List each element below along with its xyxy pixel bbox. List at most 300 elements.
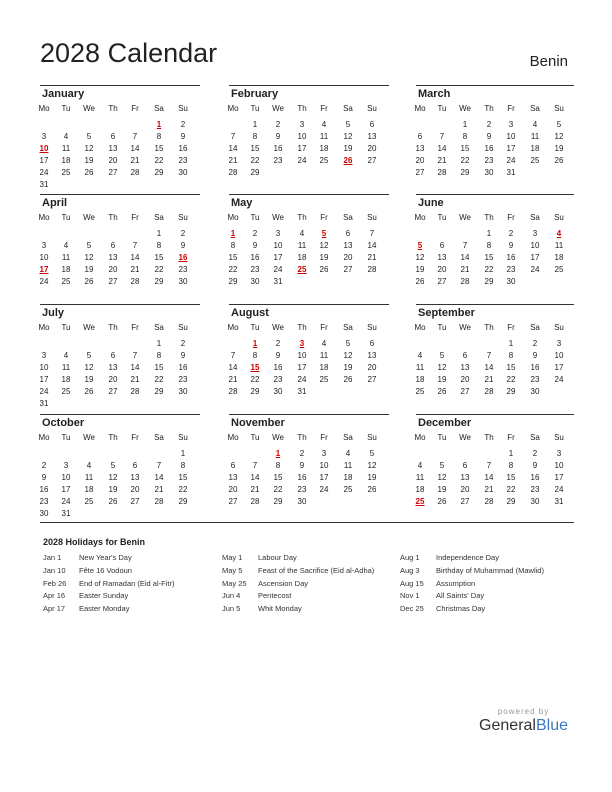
calendar-day: 11 xyxy=(61,253,71,262)
calendar-day: 26 xyxy=(367,485,377,494)
calendar-day: 19 xyxy=(84,375,94,384)
weekday-label: We xyxy=(272,323,284,332)
holiday-column xyxy=(222,553,402,617)
holiday-date: Aug 3 xyxy=(400,565,420,575)
calendar-day: 28 xyxy=(228,387,238,396)
calendar-day: 3 xyxy=(41,241,47,250)
weekday-label: We xyxy=(272,104,284,113)
calendar-day: 19 xyxy=(437,375,447,384)
calendar-day: 7 xyxy=(230,351,236,360)
calendar-day: 10 xyxy=(554,351,564,360)
calendar-day: 18 xyxy=(415,375,425,384)
calendar-day: 8 xyxy=(275,461,281,470)
calendar-day: 29 xyxy=(250,387,260,396)
calendar-day: 19 xyxy=(343,363,353,372)
holiday-column xyxy=(43,553,223,617)
month-3 xyxy=(40,194,200,303)
calendar-day: 14 xyxy=(484,473,494,482)
calendar-day: 11 xyxy=(319,132,329,141)
powered-by-text: powered by xyxy=(497,707,550,716)
holiday-day: 1 xyxy=(252,339,258,348)
calendar-day: 9 xyxy=(299,461,305,470)
holiday-date: Dec 25 xyxy=(400,604,424,614)
holiday-date: May 1 xyxy=(222,553,243,562)
calendar-day: 21 xyxy=(250,485,260,494)
calendar-day: 18 xyxy=(319,144,329,153)
calendar-day: 7 xyxy=(132,241,138,250)
calendar-day: 2 xyxy=(275,339,281,348)
holiday-day: 4 xyxy=(556,229,562,238)
calendar-day: 9 xyxy=(252,241,258,250)
calendar-day: 2 xyxy=(532,339,538,348)
calendar-day: 17 xyxy=(506,144,516,153)
month-name: December xyxy=(418,417,472,429)
holiday-item xyxy=(222,566,402,579)
calendar-day: 19 xyxy=(84,156,94,165)
calendar-day: 27 xyxy=(343,265,353,274)
calendar-day: 17 xyxy=(297,363,307,372)
weekday-label: We xyxy=(459,323,471,332)
calendar-day: 7 xyxy=(156,461,162,470)
weekday-label: Tu xyxy=(61,433,71,442)
month-name: October xyxy=(42,417,85,429)
calendar-day: 8 xyxy=(508,461,514,470)
calendar-day: 3 xyxy=(275,229,281,238)
calendar-day: 15 xyxy=(250,144,260,153)
calendar-day: 5 xyxy=(86,351,92,360)
calendar-day: 15 xyxy=(460,144,470,153)
holiday-column xyxy=(400,553,580,617)
calendar-day: 27 xyxy=(108,277,118,286)
calendar-day: 6 xyxy=(462,351,468,360)
weekday-label: Sa xyxy=(343,213,353,222)
calendar-day: 14 xyxy=(130,253,140,262)
calendar-day: 9 xyxy=(532,351,538,360)
calendar-day: 31 xyxy=(554,497,564,506)
calendar-day: 3 xyxy=(508,120,514,129)
calendar-day: 30 xyxy=(530,497,540,506)
calendar-day: 24 xyxy=(273,265,283,274)
calendar-day: 14 xyxy=(130,363,140,372)
weekday-label: Fr xyxy=(320,433,328,442)
calendar-day: 16 xyxy=(178,144,188,153)
calendar-day: 12 xyxy=(367,461,377,470)
month-11 xyxy=(416,414,574,523)
weekday-label: Su xyxy=(178,213,188,222)
calendar-day: 17 xyxy=(39,156,49,165)
calendar-day: 22 xyxy=(178,485,188,494)
calendar-day: 26 xyxy=(84,387,94,396)
holiday-name: Easter Monday xyxy=(79,604,130,614)
weekday-label: Th xyxy=(297,433,307,442)
calendar-day: 12 xyxy=(108,473,118,482)
calendar-day: 25 xyxy=(530,156,540,165)
weekday-label: Su xyxy=(554,213,564,222)
calendar-day: 22 xyxy=(460,156,470,165)
calendar-day: 17 xyxy=(554,363,564,372)
holiday-item xyxy=(400,604,580,617)
calendar-day: 5 xyxy=(110,461,116,470)
calendar-day: 9 xyxy=(180,132,186,141)
calendar-day: 27 xyxy=(108,168,118,177)
calendar-day: 16 xyxy=(530,473,540,482)
holiday-item xyxy=(400,553,580,566)
calendar-day: 14 xyxy=(460,253,470,262)
month-2 xyxy=(416,85,574,194)
calendar-day: 3 xyxy=(532,229,538,238)
calendar-day: 9 xyxy=(532,461,538,470)
holiday-item xyxy=(400,579,580,592)
holiday-date: Jun 5 xyxy=(222,604,241,614)
calendar-day: 23 xyxy=(178,375,188,384)
calendar-day: 22 xyxy=(228,265,238,274)
calendar-day: 5 xyxy=(439,351,445,360)
calendar-day: 23 xyxy=(250,265,260,274)
calendar-day: 23 xyxy=(506,265,516,274)
footer-branding xyxy=(479,707,568,735)
holiday-item xyxy=(222,591,402,604)
calendar-day: 1 xyxy=(252,120,258,129)
weekday-label: Su xyxy=(554,104,564,113)
holiday-name: All Saints' Day xyxy=(436,591,485,601)
calendar-day: 27 xyxy=(130,497,140,506)
calendar-day: 20 xyxy=(367,144,377,153)
calendar-day: 14 xyxy=(484,363,494,372)
weekday-label: Sa xyxy=(530,433,540,442)
calendar-day: 24 xyxy=(297,156,307,165)
weekday-label: Mo xyxy=(227,213,239,222)
calendar-day: 28 xyxy=(130,168,140,177)
month-9 xyxy=(40,414,200,523)
month-name: April xyxy=(42,197,68,209)
calendar-day: 24 xyxy=(39,387,49,396)
holiday-date: Jan 10 xyxy=(43,565,66,575)
calendar-day: 16 xyxy=(273,363,283,372)
calendar-day: 26 xyxy=(554,156,564,165)
weekday-label: Th xyxy=(108,213,118,222)
weekday-label: Fr xyxy=(131,104,139,113)
calendar-day: 1 xyxy=(180,449,186,458)
calendar-day: 17 xyxy=(39,375,49,384)
calendar-day: 18 xyxy=(343,473,353,482)
month-4 xyxy=(229,194,389,303)
calendar-day: 4 xyxy=(86,461,92,470)
calendar-day: 6 xyxy=(369,120,375,129)
calendar-day: 5 xyxy=(345,120,351,129)
calendar-day: 9 xyxy=(275,132,281,141)
weekday-label: Su xyxy=(554,323,564,332)
weekday-label: We xyxy=(83,213,95,222)
calendar-day: 21 xyxy=(228,156,238,165)
holiday-item xyxy=(400,566,580,579)
calendar-day: 17 xyxy=(319,473,329,482)
calendar-day: 23 xyxy=(530,485,540,494)
calendar-day: 29 xyxy=(228,277,238,286)
calendar-day: 17 xyxy=(297,144,307,153)
calendar-day: 20 xyxy=(228,485,238,494)
calendar-day: 12 xyxy=(84,144,94,153)
calendar-day: 4 xyxy=(345,449,351,458)
calendar-day: 1 xyxy=(462,120,468,129)
calendar-day: 31 xyxy=(61,509,71,518)
holiday-date: May 5 xyxy=(222,565,243,575)
calendar-day: 30 xyxy=(297,497,307,506)
calendar-day: 2 xyxy=(180,339,186,348)
calendar-day: 27 xyxy=(228,497,238,506)
calendar-day: 19 xyxy=(108,485,118,494)
calendar-day: 17 xyxy=(61,485,71,494)
calendar-day: 12 xyxy=(437,363,447,372)
calendar-day: 4 xyxy=(417,461,423,470)
calendar-day: 14 xyxy=(367,241,377,250)
calendar-day: 18 xyxy=(319,363,329,372)
calendar-day: 4 xyxy=(417,351,423,360)
weekday-label: Tu xyxy=(61,104,71,113)
calendar-day: 28 xyxy=(228,168,238,177)
calendar-day: 4 xyxy=(299,229,305,238)
weekday-label: Mo xyxy=(414,213,426,222)
weekday-label: Su xyxy=(178,433,188,442)
calendar-day: 30 xyxy=(178,387,188,396)
calendar-day: 26 xyxy=(415,277,425,286)
calendar-day: 13 xyxy=(460,363,470,372)
month-name: January xyxy=(42,88,85,100)
calendar-day: 8 xyxy=(230,241,236,250)
calendar-day: 13 xyxy=(343,241,353,250)
calendar-day: 31 xyxy=(506,168,516,177)
calendar-day: 30 xyxy=(530,387,540,396)
calendar-day: 22 xyxy=(506,485,516,494)
calendar-day: 31 xyxy=(297,387,307,396)
weekday-label: Su xyxy=(367,104,377,113)
calendar-day: 7 xyxy=(462,241,468,250)
calendar-day: 22 xyxy=(250,375,260,384)
calendar-day: 22 xyxy=(154,156,164,165)
calendar-day: 29 xyxy=(154,277,164,286)
weekday-label: Th xyxy=(297,104,307,113)
calendar-day: 11 xyxy=(554,241,564,250)
calendar-day: 10 xyxy=(39,253,49,262)
holiday-date: Aug 1 xyxy=(400,553,420,562)
calendar-day: 8 xyxy=(156,241,162,250)
calendar-day: 26 xyxy=(437,387,447,396)
calendar-day: 11 xyxy=(61,144,71,153)
weekday-label: Fr xyxy=(131,213,139,222)
calendar-day: 17 xyxy=(273,253,283,262)
calendar-day: 11 xyxy=(343,461,353,470)
calendar-day: 15 xyxy=(228,253,238,262)
calendar-day: 21 xyxy=(484,485,494,494)
calendar-day: 19 xyxy=(343,144,353,153)
calendar-day: 18 xyxy=(415,485,425,494)
holiday-name: Pentecost xyxy=(258,591,292,601)
calendar-day: 27 xyxy=(367,156,377,165)
calendar-day: 26 xyxy=(319,265,329,274)
calendar-day: 12 xyxy=(84,363,94,372)
calendar-day: 30 xyxy=(484,168,494,177)
calendar-day: 3 xyxy=(556,449,562,458)
weekday-label: Tu xyxy=(437,323,447,332)
holiday-item xyxy=(43,579,223,592)
calendar-day: 29 xyxy=(154,387,164,396)
calendar-day: 6 xyxy=(345,229,351,238)
weekday-label: Th xyxy=(297,213,307,222)
calendar-day: 7 xyxy=(132,351,138,360)
weekday-label: Fr xyxy=(507,104,515,113)
holiday-item xyxy=(222,579,402,592)
calendar-day: 28 xyxy=(460,277,470,286)
month-name: August xyxy=(231,307,269,319)
weekday-label: Fr xyxy=(320,323,328,332)
calendar-day: 17 xyxy=(530,253,540,262)
calendar-day: 26 xyxy=(108,497,118,506)
country-name: Benin xyxy=(529,53,568,70)
calendar-day: 26 xyxy=(437,497,447,506)
calendar-day: 28 xyxy=(367,265,377,274)
calendar-day: 29 xyxy=(178,497,188,506)
month-name: July xyxy=(42,307,65,319)
weekday-label: Th xyxy=(484,433,494,442)
calendar-day: 20 xyxy=(460,485,470,494)
calendar-day: 30 xyxy=(178,277,188,286)
weekday-label: We xyxy=(459,433,471,442)
calendar-day: 5 xyxy=(369,449,375,458)
brand-blue: Blue xyxy=(535,717,568,734)
calendar-day: 13 xyxy=(228,473,238,482)
holiday-name: New Year's Day xyxy=(79,553,132,562)
holiday-day: 26 xyxy=(343,156,353,165)
calendar-day: 7 xyxy=(230,132,236,141)
calendar-day: 24 xyxy=(506,156,516,165)
holiday-name: Easter Sunday xyxy=(79,591,129,601)
calendar-day: 12 xyxy=(437,473,447,482)
calendar-day: 16 xyxy=(273,144,283,153)
holiday-name: Fête 16 Vodoun xyxy=(79,565,132,575)
calendar-day: 1 xyxy=(156,229,162,238)
calendar-day: 13 xyxy=(108,363,118,372)
calendar-day: 2 xyxy=(180,120,186,129)
weekday-label: Su xyxy=(367,213,377,222)
weekday-label: Fr xyxy=(507,433,515,442)
calendar-day: 6 xyxy=(369,339,375,348)
calendar-day: 11 xyxy=(530,132,540,141)
calendar-day: 15 xyxy=(154,363,164,372)
weekday-label: Fr xyxy=(320,104,328,113)
weekday-label: Th xyxy=(108,323,118,332)
calendar-day: 25 xyxy=(61,168,71,177)
calendar-day: 22 xyxy=(154,265,164,274)
holiday-day: 17 xyxy=(39,265,49,274)
calendar-day: 13 xyxy=(108,144,118,153)
weekday-label: Sa xyxy=(530,104,540,113)
calendar-day: 22 xyxy=(250,156,260,165)
holiday-item xyxy=(222,553,402,566)
weekday-label: Mo xyxy=(227,433,239,442)
holiday-day: 5 xyxy=(321,229,327,238)
weekday-label: Fr xyxy=(320,213,328,222)
weekday-label: Th xyxy=(108,104,118,113)
calendar-day: 12 xyxy=(319,241,329,250)
calendar-day: 7 xyxy=(439,132,445,141)
weekday-label: Mo xyxy=(38,213,50,222)
calendar-day: 24 xyxy=(61,497,71,506)
calendar-day: 12 xyxy=(415,253,425,262)
calendar-day: 11 xyxy=(415,363,425,372)
calendar-day: 6 xyxy=(132,461,138,470)
calendar-day: 28 xyxy=(250,497,260,506)
calendar-day: 24 xyxy=(319,485,329,494)
calendar-day: 5 xyxy=(439,461,445,470)
holiday-day: 1 xyxy=(156,120,162,129)
calendar-day: 24 xyxy=(554,485,564,494)
calendar-day: 20 xyxy=(415,156,425,165)
weekday-label: Sa xyxy=(154,433,164,442)
calendar-day: 29 xyxy=(484,277,494,286)
calendar-day: 15 xyxy=(154,253,164,262)
weekday-label: Mo xyxy=(414,323,426,332)
calendar-day: 11 xyxy=(319,351,329,360)
calendar-day: 4 xyxy=(63,132,69,141)
calendar-day: 13 xyxy=(415,144,425,153)
holiday-day: 5 xyxy=(417,241,423,250)
calendar-day: 7 xyxy=(486,461,492,470)
weekday-label: Th xyxy=(484,213,494,222)
calendar-day: 10 xyxy=(61,473,71,482)
calendar-day: 2 xyxy=(508,229,514,238)
calendar-day: 14 xyxy=(228,363,238,372)
weekday-label: Fr xyxy=(507,213,515,222)
calendar-day: 20 xyxy=(130,485,140,494)
month-name: November xyxy=(231,417,285,429)
calendar-day: 29 xyxy=(273,497,283,506)
weekday-label: Su xyxy=(367,323,377,332)
calendar-day: 18 xyxy=(530,144,540,153)
calendar-day: 8 xyxy=(180,461,186,470)
calendar-day: 7 xyxy=(132,132,138,141)
calendar-day: 19 xyxy=(437,485,447,494)
weekday-label: Sa xyxy=(343,104,353,113)
weekday-label: Sa xyxy=(343,323,353,332)
holiday-day: 15 xyxy=(250,363,260,372)
calendar-day: 9 xyxy=(41,473,47,482)
calendar-day: 1 xyxy=(508,449,514,458)
calendar-day: 28 xyxy=(484,497,494,506)
calendar-day: 16 xyxy=(39,485,49,494)
calendar-day: 6 xyxy=(230,461,236,470)
month-5 xyxy=(416,194,574,303)
calendar-day: 7 xyxy=(252,461,258,470)
calendar-day: 24 xyxy=(39,168,49,177)
calendar-day: 8 xyxy=(156,132,162,141)
weekday-label: Sa xyxy=(154,323,164,332)
calendar-day: 4 xyxy=(63,241,69,250)
weekday-label: We xyxy=(83,104,95,113)
calendar-day: 10 xyxy=(554,461,564,470)
calendar-day: 10 xyxy=(297,351,307,360)
calendar-day: 2 xyxy=(299,449,305,458)
calendar-bottom-rule xyxy=(40,522,574,523)
calendar-day: 20 xyxy=(343,253,353,262)
calendar-day: 19 xyxy=(415,265,425,274)
calendar-day: 20 xyxy=(108,375,118,384)
calendar-day: 19 xyxy=(554,144,564,153)
calendar-day: 10 xyxy=(273,241,283,250)
holiday-date: Feb 26 xyxy=(43,578,67,588)
weekday-label: Mo xyxy=(227,104,239,113)
calendar-day: 3 xyxy=(41,132,47,141)
calendar-day: 10 xyxy=(39,363,49,372)
holidays-title: 2028 Holidays for Benin xyxy=(43,537,146,547)
